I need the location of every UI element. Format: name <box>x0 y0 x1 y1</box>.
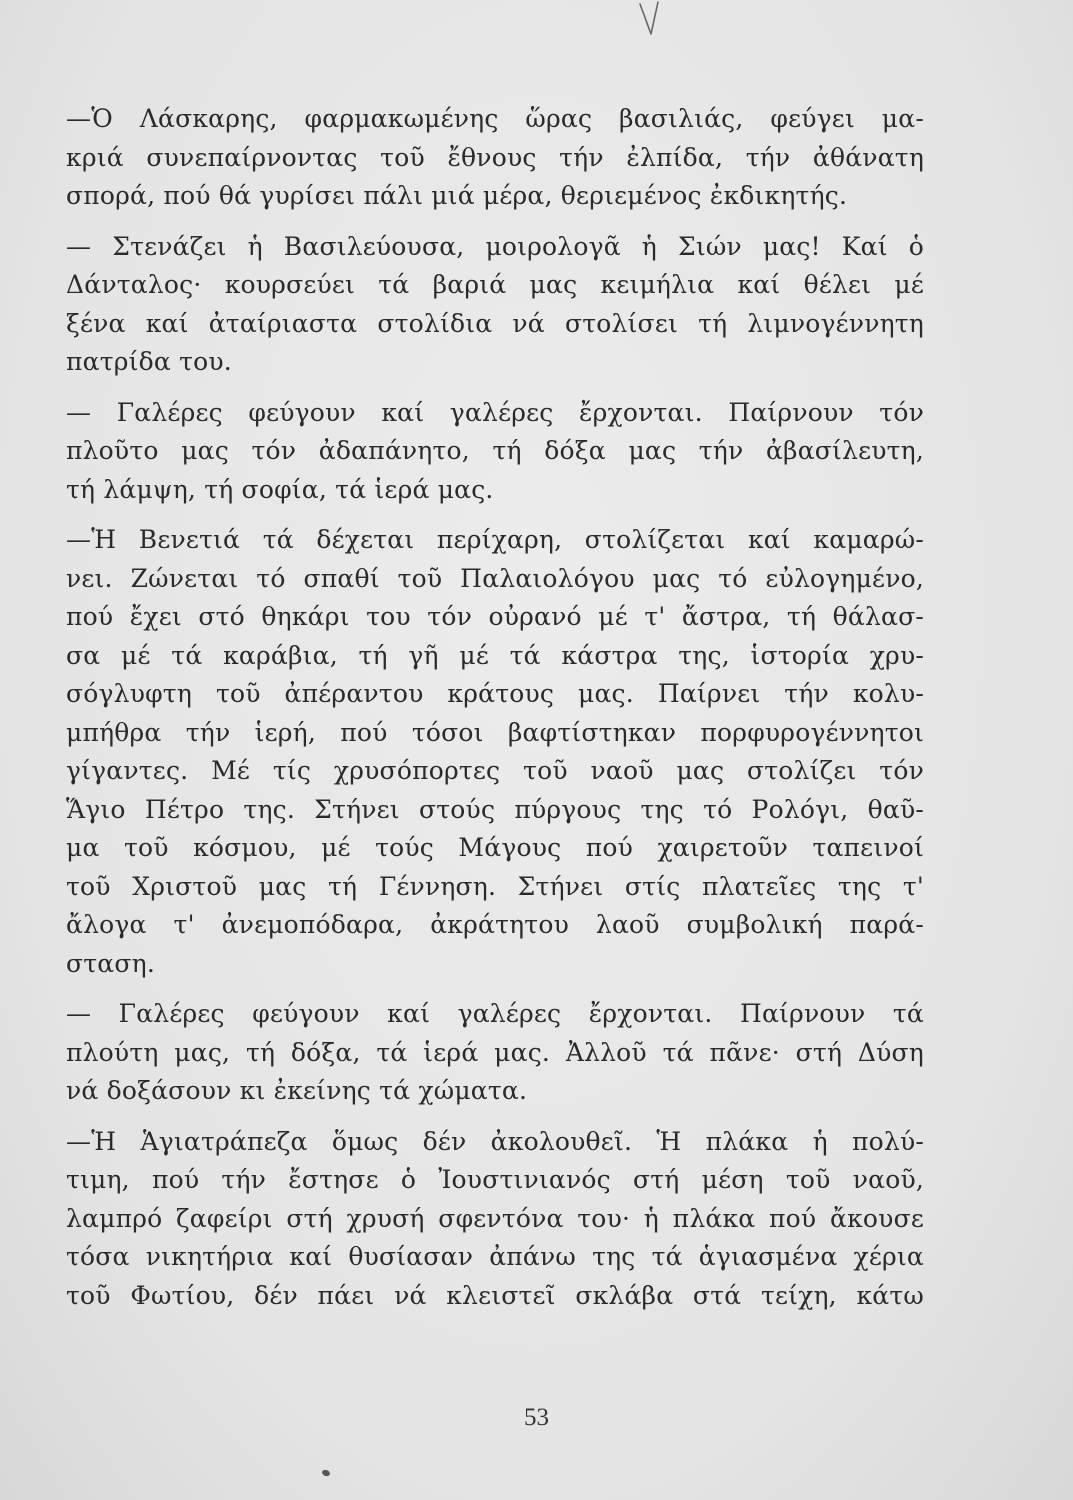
text-line: μα τοῦ κόσμου, μέ τούς Μάγους πού χαιρετοῦν ταπεινοί <box>66 833 924 862</box>
text-line: ξένα καί ἀταίριαστα στολίδια νά στολίσει τή λιμνογέννητη <box>66 308 924 338</box>
text-line: τιμη, πού τήν ἔστησε ὁ Ἰουστινιανός στή μέση τοῦ ναοῦ, <box>66 1165 924 1194</box>
text-line: —Ἡ Βενετιά τά δέχεται περίχαρη, στολίζεται καί καμαρώ- <box>66 525 924 554</box>
ink-speck <box>321 1469 331 1477</box>
text-line: νει. Ζώνεται τό σπαθί τοῦ Παλαιολόγου μας τό εὐλογημένο, <box>66 563 924 593</box>
text-line: πού ἔχει στό θηκάρι του τόν οὐρανό μέ τ' ἄστρα, τή θάλασ- <box>66 602 924 631</box>
text-line: τή λάμψη, τή σοφία, τά ἱερά μας. <box>66 474 494 504</box>
text-line: ἄλογα τ' ἀνεμοπόδαρα, ἀκράτητου λαοῦ συμβολική παρά- <box>66 910 924 939</box>
text-line: πατρίδα του. <box>66 347 232 376</box>
text-line: — Γαλέρες φεύγουν καί γαλέρες ἔρχονται. Παίρνουν τόν <box>66 397 924 427</box>
text-line: σπορά, πού θά γυρίσει πάλι μιά μέρα, θεριεμένος ἐκδικητής. <box>66 181 848 210</box>
text-line: νά δοξάσουν κι ἐκείνης τά χώματα. <box>66 1076 528 1105</box>
paragraph <box>66 228 924 382</box>
text-line: τοῦ Χριστοῦ μας τή Γέννηση. Στήνει στίς πλατεῖες της τ' <box>66 871 924 901</box>
text-line: —Ἡ Ἁγιατράπεζα ὅμως δέν ἀκολουθεῖ. Ἡ πλάκα ἡ πολύ- <box>66 1126 924 1156</box>
text-line: πλοῦτο μας τόν ἀδαπάνητο, τή δόξα μας τήν ἀβασίλευτη, <box>66 436 924 465</box>
paragraph <box>66 521 924 983</box>
paragraph <box>66 100 924 216</box>
text-line: —Ὁ Λάσκαρης, φαρμακωμένης ὥρας βασιλιάς, φεύγει μα- <box>66 104 924 133</box>
text-line: — Στενάζει ἡ Βασιλεύουσα, μοιρολογᾶ ἡ Σιών μας! Καί ὁ <box>66 231 924 261</box>
paragraph-gap <box>66 382 924 394</box>
text-line: σόγλυφτη τοῦ ἀπέραντου κράτους μας. Παίρνει τήν κολυ- <box>66 679 924 708</box>
paragraph <box>66 1123 924 1316</box>
text-line: γίγαντες. Μέ τίς χρυσόπορτες τοῦ ναοῦ μας στολίζει τόν <box>66 756 924 785</box>
paragraph <box>66 394 924 510</box>
handwritten-check-mark <box>636 0 666 40</box>
paragraph-gap <box>66 216 924 228</box>
text-line: — Γαλέρες φεύγουν καί γαλέρες ἔρχονται. Παίρνουν τά <box>66 999 924 1028</box>
text-line: σα μέ τά καράβια, τή γῆ μέ τά κάστρα της, ἱστορία χρυ- <box>66 640 924 670</box>
text-line: κριά συνεπαίρνοντας τοῦ ἔθνους τήν ἐλπίδα, τήν ἀθάνατη <box>66 142 924 172</box>
text-line: πλούτη μας, τή δόξα, τά ἱερά μας. Ἀλλοῦ τά πᾶνε· στή Δύση <box>66 1037 924 1067</box>
paragraph <box>66 995 924 1111</box>
text-line: σταση. <box>66 948 155 978</box>
page-number: 53 <box>524 1404 549 1431</box>
text-line: Ἅγιο Πέτρο της. Στήνει στούς πύργους της τό Ρολόγι, θαῦ- <box>66 794 924 824</box>
paragraph-gap <box>66 983 924 995</box>
text-line: τοῦ Φωτίου, δέν πάει νά κλειστεῖ σκλάβα στά τείχη, κάτω <box>66 1280 924 1310</box>
text-line: τόσα νικητήρια καί θυσίασαν ἀπάνω της τά ἁγιασμένα χέρια <box>66 1242 924 1271</box>
body-text <box>66 100 924 1315</box>
text-line: Δάνταλος· κουρσεύει τά βαριά μας κειμήλια καί θέλει μέ <box>66 270 924 299</box>
paragraph-gap <box>66 1111 924 1123</box>
paragraph-gap <box>66 509 924 521</box>
text-line: μπήθρα τήν ἱερή, πού τόσοι βαφτίστηκαν πορφυρογέννητοι <box>66 717 924 747</box>
text-line: λαμπρό ζαφείρι στή χρυσή σφεντόνα του· ἡ πλάκα πού ἄκουσε <box>66 1203 924 1233</box>
